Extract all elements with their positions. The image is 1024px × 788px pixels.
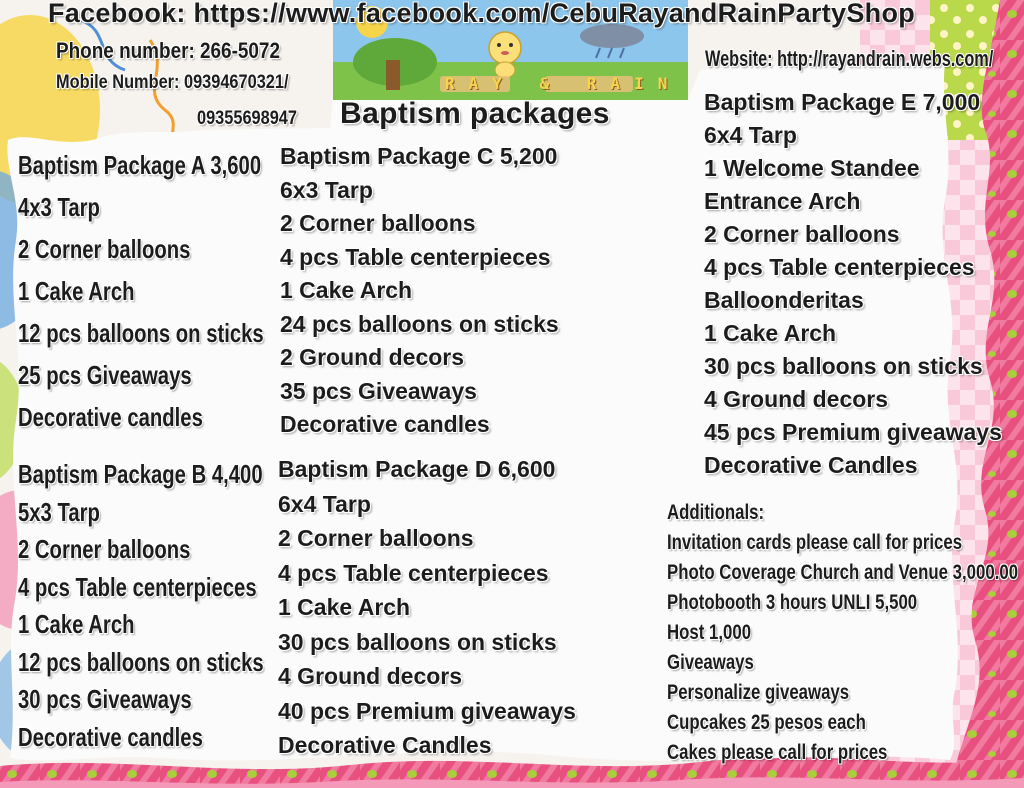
package-item: 35 pcs Giveaways (280, 377, 477, 404)
package-b-heading: Baptism Package B 4,400 (18, 459, 263, 489)
package-item: Decorative candles (18, 721, 203, 752)
package-e (704, 86, 1002, 482)
package-item: 1 Welcome Standee (704, 155, 920, 181)
package-item: 30 pcs Giveaways (18, 684, 192, 714)
package-item: Entrance Arch (704, 188, 861, 214)
package-item: 12 pcs balloons on sticks (18, 646, 264, 677)
page-title: Baptism packages (340, 97, 610, 130)
package-item: 2 Corner balloons (280, 210, 476, 236)
package-item: Decorative Candles (278, 732, 492, 758)
additional-item: Cakes please call for prices (667, 741, 888, 764)
additional-item: Giveaways (667, 651, 754, 674)
package-item: 4 pcs Table centerpieces (280, 243, 551, 270)
package-item: 6x4 Tarp (278, 490, 371, 517)
package-item: 40 pcs Premium giveaways (278, 697, 576, 724)
package-item: 2 Corner balloons (278, 525, 474, 551)
package-item: 2 Corner balloons (704, 221, 900, 247)
package-item: 5x3 Tarp (18, 496, 100, 527)
package-item: 2 Corner balloons (18, 534, 191, 564)
package-item: 4 pcs Table centerpieces (704, 254, 975, 280)
package-item: 6x4 Tarp (704, 122, 797, 148)
mobile-number-line-2: 09355698947 (197, 108, 297, 129)
package-item: 1 Cake Arch (18, 276, 135, 306)
package-item: 25 pcs Giveaways (18, 360, 192, 390)
package-item: 1 Cake Arch (704, 320, 837, 346)
package-d-heading: Baptism Package D 6,600 (278, 456, 556, 482)
package-c-heading: Baptism Package C 5,200 (280, 143, 558, 169)
package-item: 1 Cake Arch (18, 609, 135, 639)
package-e-heading: Baptism Package E 7,000 (704, 89, 981, 115)
phone-number: Phone number: 266-5072 (56, 38, 280, 63)
package-item: 4x3 Tarp (18, 192, 100, 222)
package-item: 2 Ground decors (280, 344, 465, 370)
package-item: 4 pcs Table centerpieces (18, 571, 257, 602)
package-item: 4 Ground decors (278, 663, 463, 689)
additionals-heading: Additionals: (667, 501, 765, 524)
package-a-heading: Baptism Package A 3,600 (18, 150, 262, 180)
package-item: Balloonderitas (704, 287, 864, 313)
additional-item: Host 1,000 (667, 621, 752, 644)
package-item: 6x3 Tarp (280, 176, 373, 203)
package-item: 24 pcs balloons on sticks (280, 310, 559, 337)
package-item: 30 pcs balloons on sticks (704, 353, 983, 379)
package-item: 1 Cake Arch (280, 277, 413, 303)
additional-item: Photo Coverage Church and Venue 3,000.00 (667, 561, 1019, 584)
package-item: Decorative Candles (704, 452, 918, 478)
website-url: Website: http://rayandrain.webs.com/ (705, 46, 994, 71)
additional-item: Photobooth 3 hours UNLI 5,500 (667, 591, 918, 614)
additional-item: Cupcakes 25 pesos each (667, 711, 866, 734)
package-item: 2 Corner balloons (18, 234, 191, 264)
additional-item: Invitation cards please call for prices (667, 531, 963, 554)
package-item: 1 Cake Arch (278, 594, 411, 620)
package-item: Decorative candles (280, 411, 490, 437)
additionals-list (667, 498, 1024, 768)
facebook-url: Facebook: https://www.facebook.com/CebuRayandRainPartyShop (48, 0, 916, 28)
additional-item: Personalize giveaways (667, 681, 850, 704)
mobile-number-line-1: Mobile Number: 09394670321/ (56, 72, 289, 93)
package-item: 4 Ground decors (704, 386, 889, 412)
logo-text: RAY & RAIN (445, 74, 682, 93)
package-item: 12 pcs balloons on sticks (18, 318, 264, 348)
package-item: 4 pcs Table centerpieces (278, 559, 549, 586)
package-c (280, 140, 559, 442)
package-item: 30 pcs balloons on sticks (278, 628, 557, 655)
package-item: 45 pcs Premium giveaways (704, 419, 1002, 445)
package-item: Decorative candles (18, 402, 203, 432)
package-d (278, 452, 576, 763)
